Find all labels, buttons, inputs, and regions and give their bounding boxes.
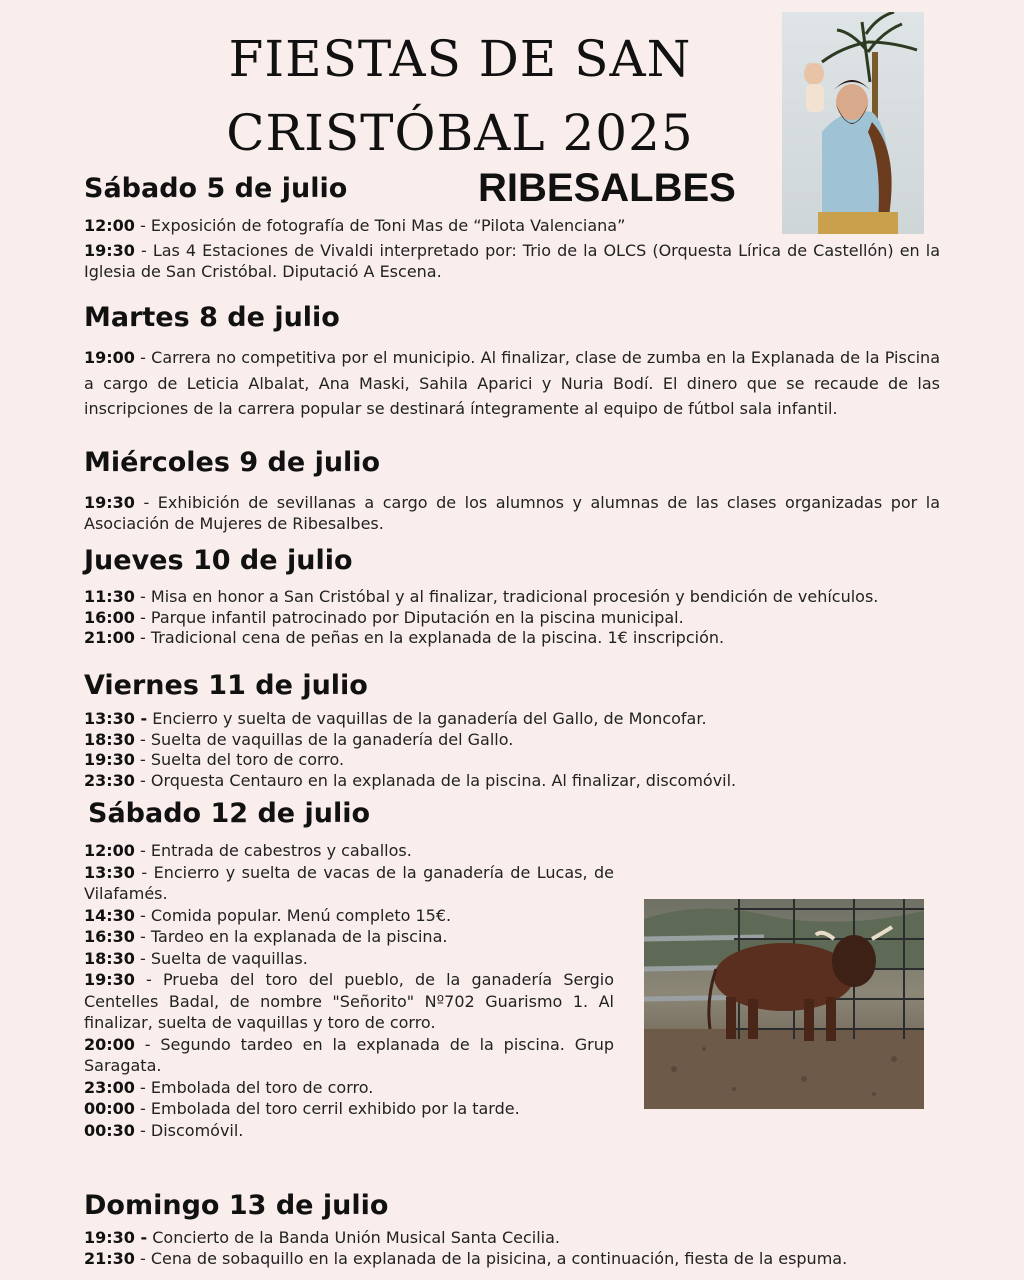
event-text: - Cena de sobaquillo en la explanada de la pisicina, a continuación, fiesta de la espuma. — [134, 1248, 848, 1268]
event-text: Concierto de la Banda Unión Musical Santa Cecilia. — [147, 1228, 561, 1247]
event-text: - Exposición de fotografía de Toni Mas de “Pilota Valenciana” — [134, 216, 626, 235]
event-text: - Suelta de vaquillas de la ganadería del Gallo. — [134, 729, 514, 749]
event-text: - Las 4 Estaciones de Vivaldi interpretado por: Trio de la OLCS (Orquesta Lírica de Castellón) en la Iglesia de San Cristóbal. Diputació A Escena. — [84, 241, 940, 281]
event-time: 19:30 — [84, 493, 135, 512]
event-item — [84, 969, 614, 1034]
event-time: 12:00 — [84, 216, 135, 235]
event-text: - Misa en honor a San Cristóbal y al finalizar, tradicional procesión y bendición de vehículos. — [134, 587, 879, 606]
bull-photo — [644, 899, 924, 1109]
saint-statue-photo — [782, 12, 924, 234]
day-heading: Sábado 5 de julio — [84, 173, 348, 204]
event-time: 13:30 — [84, 862, 135, 882]
event-item — [84, 345, 940, 422]
event-time: 19:30 — [84, 241, 135, 260]
event-text: - Orquesta Centauro en la explanada de la piscina. Al finalizar, discomóvil. — [134, 770, 737, 790]
event-time: 19:30 — [84, 970, 135, 989]
event-text: - Encierro y suelta de vacas de la ganadería de Lucas, de Vilafamés. — [84, 862, 614, 903]
event-item — [84, 840, 614, 862]
event-list — [84, 709, 940, 791]
event-time: 18:30 — [84, 948, 135, 968]
event-time: 19:00 — [84, 348, 135, 367]
event-time: 16:30 — [84, 927, 135, 946]
event-item — [84, 628, 940, 649]
event-text: - Carrera no competitiva por el municipio. Al finalizar, clase de zumba en la Explanada de la Piscina a cargo de Leticia Albalat, Ana Maski, Sahila Aparici y Nuria Bodí. El dinero que se recaude de las inscripciones de la carrera popular se destinará íntegramente al equipo de fútbol sala infantil. — [84, 348, 940, 418]
event-item — [84, 587, 940, 608]
event-item — [84, 750, 940, 771]
event-time: 00:00 — [84, 1099, 135, 1118]
event-text: - Embolada del toro cerril exhibido por la tarde. — [134, 1099, 520, 1118]
poster-title-line2: CRISTÓBAL 2025 — [226, 104, 694, 162]
event-text: - Discomóvil. — [134, 1120, 244, 1140]
event-text: - Exhibición de sevillanas a cargo de los alumnos y alumnas de las clases organizadas por la Asociación de Mujeres de Ribesalbes. — [84, 493, 940, 533]
event-item — [84, 862, 614, 905]
event-text: - Embolada del toro de corro. — [134, 1077, 374, 1097]
event-item — [84, 241, 940, 282]
event-time: 14:30 — [84, 905, 135, 925]
event-item — [84, 905, 614, 927]
event-item — [84, 771, 940, 792]
event-time: 13:30 - — [84, 709, 148, 728]
event-item — [84, 948, 614, 970]
poster-title-line1: FIESTAS DE SAN — [228, 30, 692, 88]
event-item — [84, 1120, 614, 1142]
event-text: - Prueba del toro del pueblo, de la ganadería Sergio Centelles Badal, de nombre "Señorito" Nº702 Guarismo 1. Al finalizar, suelta de vaquillas y toro de corro. — [84, 970, 614, 1032]
event-item — [84, 493, 940, 534]
town-name: RIBESALBES — [478, 166, 736, 210]
event-item — [84, 926, 614, 948]
event-time: 16:00 — [84, 607, 135, 627]
event-item — [84, 1077, 614, 1099]
event-time: 23:00 — [84, 1077, 135, 1097]
event-text: - Parque infantil patrocinado por Diputación en la piscina municipal. — [134, 607, 684, 627]
event-text: - Suelta del toro de corro. — [134, 750, 345, 769]
event-time: 18:30 — [84, 729, 135, 749]
event-time: 20:00 — [84, 1034, 135, 1054]
event-time: 11:30 — [84, 587, 135, 606]
event-text: - Segundo tardeo en la explanada de la piscina. Grup Saragata. — [84, 1034, 614, 1075]
event-item — [84, 1228, 940, 1249]
day-heading: Miércoles 9 de julio — [84, 447, 381, 478]
event-item — [84, 730, 940, 751]
event-time: 19:30 — [84, 750, 135, 769]
event-item — [84, 608, 940, 629]
event-list — [84, 840, 614, 1141]
event-time: 23:30 — [84, 770, 135, 790]
event-time: 21:30 — [84, 1248, 135, 1268]
day-heading: Sábado 12 de julio — [88, 798, 371, 829]
event-text: Encierro y suelta de vaquillas de la ganadería del Gallo, de Moncofar. — [147, 709, 707, 728]
day-heading: Martes 8 de julio — [84, 302, 340, 333]
day-heading: Jueves 10 de julio — [84, 545, 353, 576]
event-item — [84, 1249, 940, 1270]
event-item — [84, 1098, 614, 1120]
event-text: - Suelta de vaquillas. — [134, 948, 308, 968]
event-time: 19:30 - — [84, 1228, 148, 1247]
event-text: - Entrada de cabestros y caballos. — [134, 841, 412, 860]
event-list — [84, 587, 940, 649]
event-item — [84, 1034, 614, 1077]
event-text: - Tradicional cena de peñas en la explanada de la piscina. 1€ inscripción. — [134, 628, 725, 647]
event-time: 21:00 — [84, 628, 135, 647]
event-item — [84, 709, 940, 730]
event-text: - Comida popular. Menú completo 15€. — [134, 905, 452, 925]
event-time: 12:00 — [84, 841, 135, 860]
event-time: 00:30 — [84, 1120, 135, 1140]
event-text: - Tardeo en la explanada de la piscina. — [134, 927, 448, 946]
day-heading: Viernes 11 de julio — [84, 670, 368, 701]
event-list — [84, 1228, 940, 1269]
day-heading: Domingo 13 de julio — [84, 1190, 389, 1221]
event-item — [84, 216, 774, 237]
